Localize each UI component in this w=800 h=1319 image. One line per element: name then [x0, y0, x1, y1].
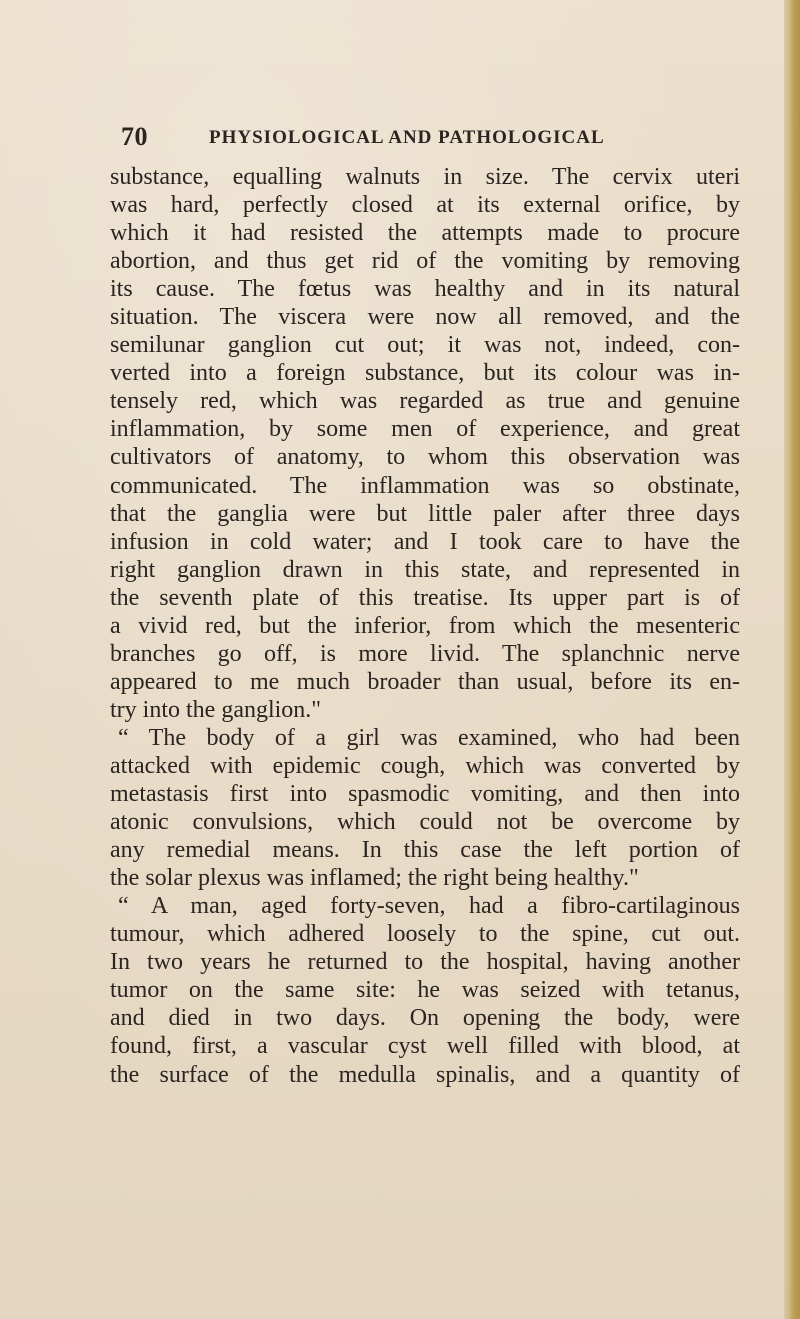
- text-line: abortion, and thus get rid of the vomiting by removing: [110, 248, 740, 275]
- text-line: the solar plexus was inflamed; the right being healthy.": [110, 865, 639, 892]
- text-line: that the ganglia were but little paler after three days: [110, 500, 740, 527]
- body-text: [110, 163, 740, 1089]
- text-line: tumor on the same site: he was seized with tetanus,: [110, 977, 740, 1004]
- text-line: verted into a foreign substance, but its colour was in-: [110, 360, 740, 387]
- text-line: its cause. The fœtus was healthy and in its natural: [110, 276, 740, 303]
- text-line: which it had resisted the attempts made to procure: [110, 220, 740, 247]
- text-line: was hard, perfectly closed at its external orifice, by: [110, 192, 740, 219]
- text-line: “ A man, aged forty-seven, had a fibro-cartilaginous: [118, 893, 740, 920]
- text-line: inflammation, by some men of experience, and great: [110, 416, 740, 443]
- text-line: the surface of the medulla spinalis, and a quantity of: [110, 1061, 740, 1088]
- text-line: atonic convulsions, which could not be overcome by: [110, 809, 740, 836]
- text-line: the seventh plate of this treatise. Its upper part is of: [110, 584, 740, 611]
- text-line: appeared to me much broader than usual, before its en-: [110, 668, 740, 695]
- text-line: any remedial means. In this case the left portion of: [110, 837, 740, 864]
- text-line: infusion in cold water; and I took care to have the: [110, 528, 740, 555]
- text-line: tensely red, which was regarded as true and genuine: [110, 388, 740, 415]
- text-line: substance, equalling walnuts in size. The cervix uteri: [110, 164, 740, 190]
- page-number: 70: [121, 122, 148, 151]
- text-line: a vivid red, but the inferior, from which the mesenteric: [110, 612, 740, 639]
- text-line: branches go off, is more livid. The splanchnic nerve: [110, 640, 740, 667]
- text-line: attacked with epidemic cough, which was converted by: [110, 752, 740, 779]
- text-line: In two years he returned to the hospital, having another: [110, 949, 740, 976]
- text-line: metastasis first into spasmodic vomiting, and then into: [110, 781, 740, 808]
- text-line: cultivators of anatomy, to whom this observation was: [110, 444, 740, 471]
- page-edge-shadow: [784, 0, 800, 1319]
- page-header: [121, 122, 681, 152]
- running-head: PHYSIOLOGICAL AND PATHOLOGICAL: [209, 127, 605, 148]
- text-line: right ganglion drawn in this state, and represented in: [110, 556, 740, 583]
- text-line: found, first, a vascular cyst well filled with blood, at: [110, 1033, 740, 1060]
- text-line: situation. The viscera were now all removed, and the: [110, 304, 740, 331]
- text-line: and died in two days. On opening the body, were: [110, 1005, 740, 1032]
- text-line: semilunar ganglion cut out; it was not, indeed, con-: [110, 332, 740, 359]
- text-line: tumour, which adhered loosely to the spine, cut out.: [110, 921, 740, 948]
- text-line: try into the ganglion.": [110, 696, 322, 723]
- text-line: communicated. The inflammation was so obstinate,: [110, 472, 740, 499]
- text-line: “ The body of a girl was examined, who had been: [118, 724, 740, 751]
